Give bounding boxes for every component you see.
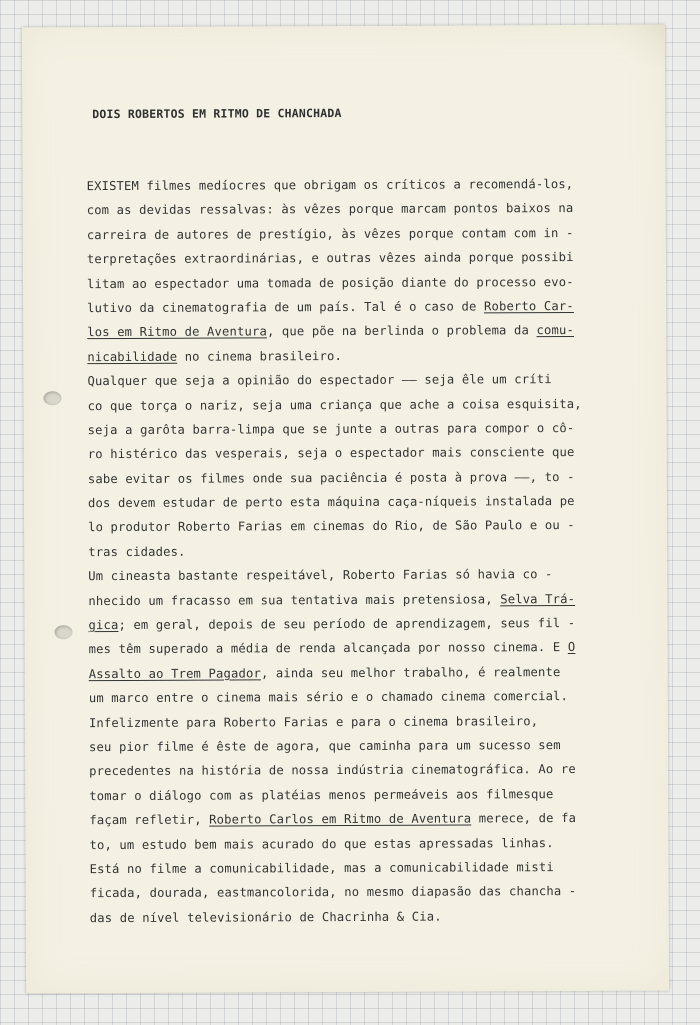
text-line: [88, 464, 648, 491]
text-segment: precedentes na história de nossa indústria cinematográfica. Ao re: [89, 762, 576, 779]
text-line: [87, 318, 647, 345]
text-segment: Infelizmente para Roberto Farias e para o cinema brasileiro,: [88, 713, 539, 730]
text-segment: terpretações extraordinárias, e outras vêzes ainda porque possibi: [86, 250, 574, 267]
underlined-title: O: [567, 640, 576, 655]
text-line: [89, 830, 649, 857]
underlined-title: gica: [88, 618, 119, 633]
text-segment: no cinema brasileiro.: [177, 348, 342, 364]
text-segment: merece, de fa: [471, 811, 577, 826]
text-line: [89, 659, 649, 686]
text-line: [88, 538, 648, 565]
text-line: [90, 855, 650, 882]
text-line: [88, 562, 648, 589]
text-segment: sabe evitar os filmes onde sua paciência é posta à prova ——, to -: [87, 469, 575, 486]
text-line: [90, 879, 650, 906]
underlined-title: Roberto Car-: [483, 298, 574, 314]
text-line: [87, 172, 647, 199]
text-segment: Um cineasta bastante respeitável, Roberto Farias só havia co -: [88, 567, 553, 584]
text-line: [89, 684, 649, 711]
text-line: [87, 220, 647, 247]
text-segment: ro histérico das vesperais, seja o espectador mais consciente que: [87, 445, 575, 462]
text-segment: EXISTEM filmes medíocres que obrigam os críticos a recomendá-los,: [86, 177, 574, 194]
text-segment: litam ao espectador uma tomada de posição diante do processo evo-: [86, 274, 574, 291]
text-line: [89, 806, 649, 833]
text-line: [87, 196, 647, 223]
text-segment: carreira de autores de prestígio, às vêzes porque contam com in -: [86, 225, 574, 242]
text-line: [87, 294, 647, 321]
text-line: [87, 391, 647, 418]
text-line: [87, 269, 647, 296]
text-line: [88, 416, 648, 443]
text-segment: ; em geral, depois de seu período de aprendizagem, seus fil -: [118, 616, 576, 633]
paper-sheet: [22, 25, 669, 994]
underlined-title: comu-: [536, 323, 574, 338]
text-segment: lutivo da cinematografia de um país. Tal é o caso de: [87, 299, 484, 316]
punch-hole-bottom: [55, 625, 73, 639]
document-title: DOIS ROBERTOS EM RITMO DE CHANCHADA: [92, 106, 342, 122]
text-segment: tomar o diálogo com as platéias menos permeáveis aos filmesque: [89, 786, 554, 803]
text-segment: Qualquer que seja a opinião do espectador —— seja êle um críti: [87, 372, 552, 389]
paper-fold: [605, 25, 665, 65]
text-line: [88, 513, 648, 540]
text-line: [87, 245, 647, 272]
text-line: [89, 781, 649, 808]
text-line: [87, 342, 647, 369]
underlined-title: Roberto Carlos em Ritmo de Aventura: [209, 811, 472, 827]
text-line: [88, 489, 648, 516]
text-segment: , ainda seu melhor trabalho, é realmente: [260, 664, 561, 681]
text-segment: das de nível televisionário de Chacrinha & Cia.: [89, 909, 442, 925]
text-segment: co que torça o nariz, seja uma criança que ache a coisa esquisita,: [87, 396, 582, 413]
text-segment: dos devem estudar de perto esta máquina caça-níqueis instalada pe: [87, 494, 575, 511]
text-line: [88, 586, 648, 613]
text-line: [90, 903, 650, 930]
text-segment: to, um estudo bem mais acurado do que estas apressadas linhas.: [89, 835, 554, 852]
text-segment: um marco entre o cinema mais sério e o chamado cinema comercial.: [88, 689, 569, 706]
text-segment: , que põe na berlinda o problema da: [266, 323, 537, 339]
text-line: [89, 708, 649, 735]
text-segment: tras cidades.: [88, 544, 186, 559]
text-segment: seja a garôta barra-limpa que se junte a outras para compor o cô-: [87, 420, 575, 438]
underlined-title: nicabilidade: [87, 349, 178, 364]
text-segment: façam refletir,: [89, 812, 210, 828]
text-segment: nhecido um fracasso em sua tentativa mais pretensiosa,: [88, 591, 501, 608]
text-segment: ficada, dourada, eastmancolorida, no mesmo diapasão das chancha -: [89, 884, 577, 901]
text-line: [88, 440, 648, 467]
text-segment: com as devidas ressalvas: às vêzes porque marcam pontos baixos na: [86, 201, 574, 218]
text-line: [89, 757, 649, 784]
underlined-title: los em Ritmo de Aventura: [87, 324, 267, 340]
text-line: [88, 611, 648, 638]
text-segment: seu pior filme é êste de agora, que caminha para um sucesso sem: [89, 738, 561, 755]
document-body: [87, 172, 650, 931]
text-segment: Está no filme a comunicabilidade, mas a comunicabilidade misti: [89, 860, 554, 877]
text-line: [89, 635, 649, 662]
punch-hole-top: [43, 391, 61, 405]
text-line: [87, 367, 647, 394]
text-segment: mes têm superado a média de renda alcançada por nosso cinema. E: [88, 640, 568, 657]
underlined-title: Assalto ao Trem Pagador: [88, 666, 261, 681]
underlined-title: Selva Trá-: [500, 591, 576, 606]
text-segment: lo produtor Roberto Farias em cinemas do Rio, de São Paulo e ou -: [88, 518, 575, 535]
text-line: [89, 733, 649, 760]
